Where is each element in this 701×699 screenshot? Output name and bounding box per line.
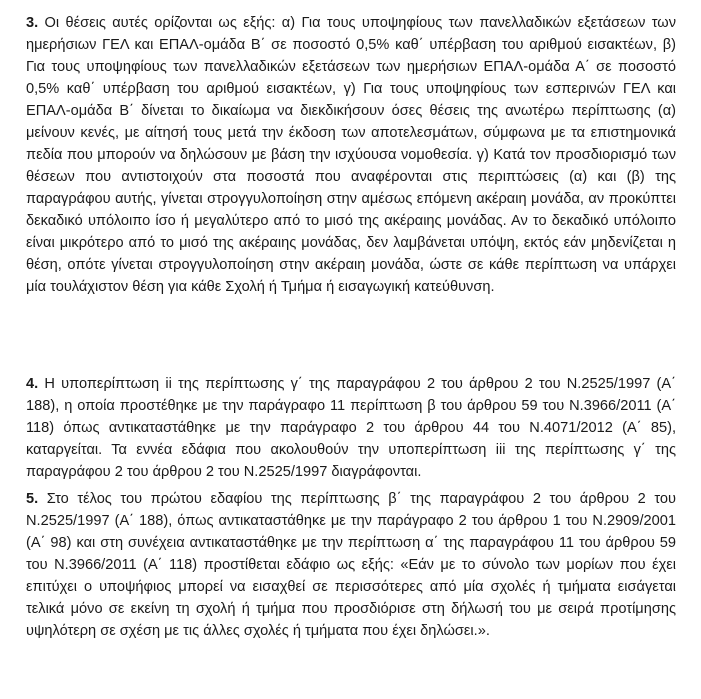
paragraph-text: Στο τέλος του πρώτου εδαφίου της περίπτωσης β΄ της παραγράφου 2 του άρθρου 2 του Ν.2525/1997 (Α΄ 188), όπως αντικαταστάθηκε με την παράγραφο 2 του άρθρου 1 του Ν.2909/2001 (Α΄ 98) και στη συνέχεια αντικαταστάθηκε με την περίπτωση α΄ της παραγράφου 11 του άρθρου 59 του Ν.3966/2011 (Α΄ 118) προστίθεται εδάφιο ως εξής: «Εάν με το σύνολο των μορίων που έχει επιτύχει ο υποψήφιος μπορεί να εισαχθεί σε περισσότερες από μία σχολές ή τμήματα εισάγεται τελικά μόνο σε εκείνη τη σχολή ή τμήμα που προσδιόρισε στη δήλωσή του με σειρά προτίμησης υψηλότερη σε σχέση με τις άλλες σχολές ή τμήματα που έχει δηλώσει.». [26,491,676,639]
paragraph-number: 4. [26,376,39,392]
paragraph-text: Η υποπερίπτωση ii της περίπτωσης γ΄ της παραγράφου 2 του άρθρου 2 του Ν.2525/1997 (Α΄ 188), η οποία προστέθηκε με την παράγραφο 11 περίπτωση β του άρθρου 59 του Ν.3966/2011 (Α΄ 118) όπως αντικαταστάθηκε με την παράγραφο 2 του άρθρου 44 του Ν.4071/2012 (Α΄ 85), καταργείται. Τα εννέα εδάφια που ακολουθούν την υποπερίπτωση iii της περίπτωσης γ΄ της παραγράφου 2 του άρθρου 2 του Ν.2525/1997 διαγράφονται. [26,376,676,480]
paragraph-number: 5. [26,491,39,507]
paragraph-5 [26,488,676,642]
paragraph-4 [26,373,676,483]
paragraph-text: Οι θέσεις αυτές ορίζονται ως εξής: α) Για τους υποψηφίους των πανελλαδικών εξετάσεων των ημερήσιων ΓΕΛ και ΕΠΑΛ-ομάδα Β΄ σε ποσοστό 0,5% καθ΄ υπέρβαση του αριθμού εισακτέων, β) Για τους υποψηφίους των πανελλαδικών εξετάσεων των ημερήσιων ΕΠΑΛ-ομάδα Α΄ σε ποσοστό 0,5% καθ΄ υπέρβαση του αριθμού εισακτέων, γ) Για τους υποψηφίους των εσπερινών ΓΕΛ και ΕΠΑΛ-ομάδα Β΄ δίνεται το δικαίωμα να διεκδικήσουν όσες θέσεις της ανωτέρω περίπτωσης (α) μείνουν κενές, με αίτησή τους μετά την έκδοση των αποτελεσμάτων, σύμφωνα με τα επιστημονικά πεδία που μπορούν να δηλώσουν με βάση την ισχύουσα νομοθεσία. γ) Κατά τον προσδιορισμό των θέσεων που αντιστοιχούν στα ποσοστά που αναφέρονται στις περιπτώσεις (α) και (β) της παραγράφου αυτής, γίνεται στρογγυλοποίηση στην αμέσως επόμενη ακέραιη μονάδα, αν προκύπτει δεκαδικό υπόλοιπο ίσο ή μεγαλύτερο από το μισό της ακέραιης μονάδας. Αν το δεκαδικό υπόλοιπο είναι μικρότερο από το μισό της ακέραιης μονάδας, δεν λαμβάνεται υπόψη, εκτός εάν μηδενίζεται η θέση, οπότε γίνεται στρογγυλοποίηση στην ακέραιη μονάδα, ώστε σε κάθε περίπτωση να υπάρχει μία τουλάχιστον θέση για κάθε Σχολή ή Τμήμα ή εισαγωγική κατεύθυνση. [26,15,676,295]
paragraph-number: 3. [26,15,39,31]
paragraph-3 [26,12,676,298]
